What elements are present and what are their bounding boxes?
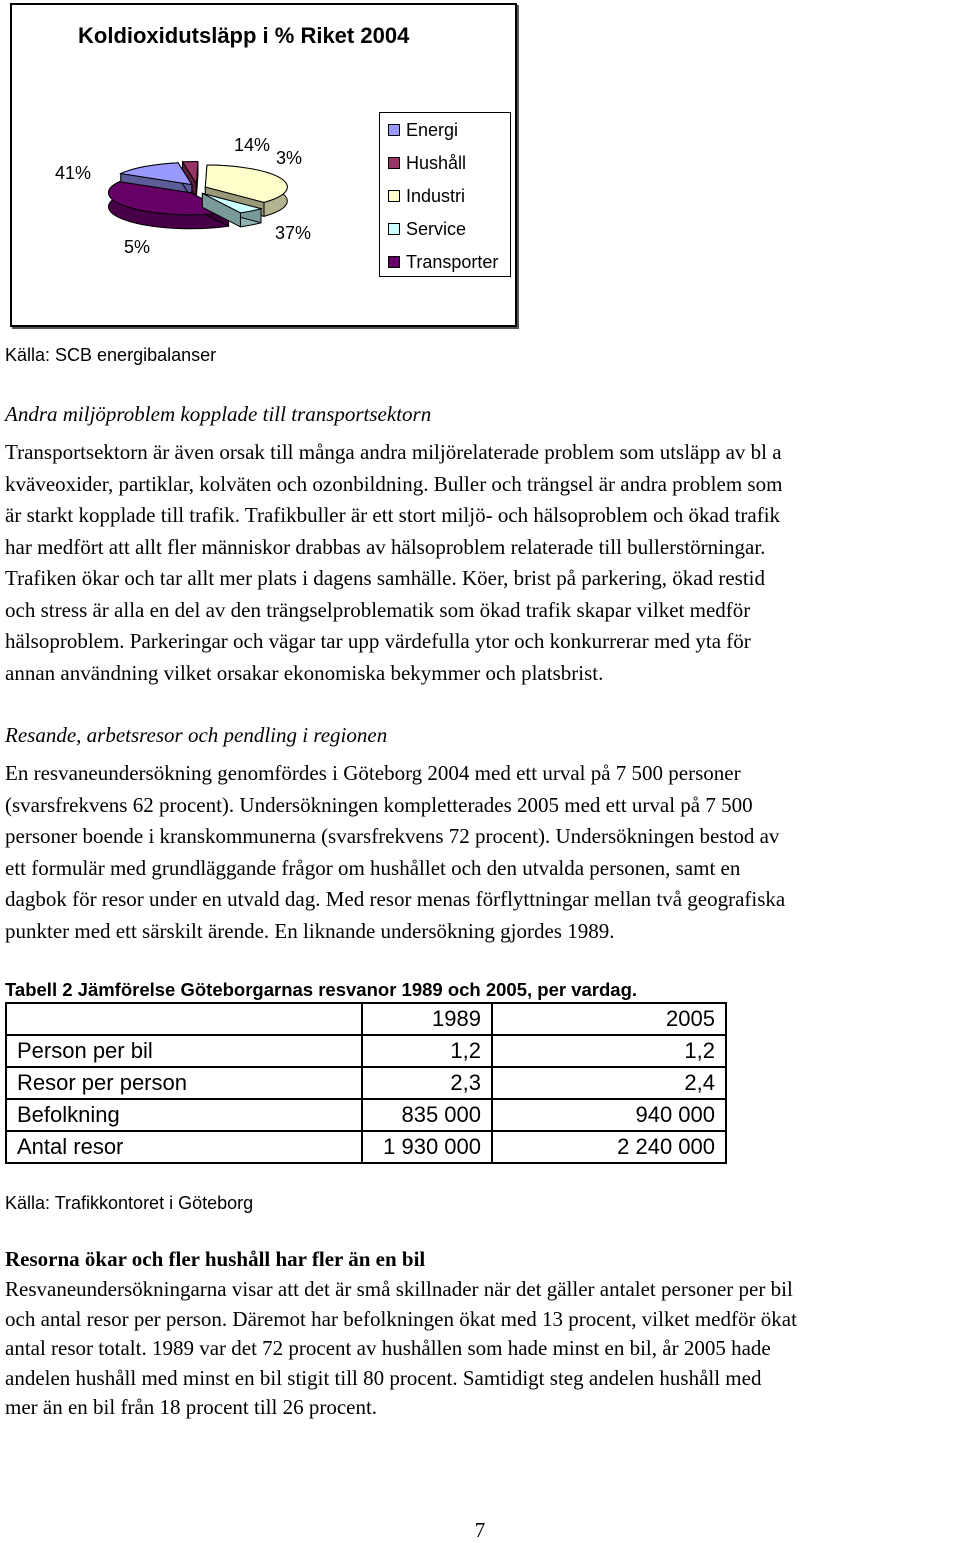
table-cell: 835 000 — [362, 1099, 492, 1131]
section-heading-resande: Resande, arbetsresor och pendling i regionen — [5, 723, 388, 747]
chart-legend — [379, 112, 511, 277]
paragraph-resande — [5, 758, 949, 947]
page-number: 7 — [474, 1518, 486, 1542]
legend-label-energi: Energi — [406, 119, 459, 140]
pie-label-energi: 14% — [234, 135, 271, 155]
table-cell: 2,4 — [492, 1067, 726, 1099]
paragraph-line: En resvaneundersökning genomfördes i Göteborg 2004 med ett urval på 7 500 personer — [5, 761, 741, 785]
legend-item-industri — [388, 183, 465, 209]
pie-label-hushall: 3% — [276, 148, 303, 168]
table-row — [6, 1099, 726, 1131]
paragraph-line: hälsoproblem. Parkeringar och vägar tar upp värdefulla ytor och konkurrerar med yta för — [5, 629, 751, 653]
section-heading-resorna: Resorna ökar och fler hushåll har fler än en bil — [5, 1247, 426, 1271]
table-cell: Resor per person — [6, 1067, 362, 1099]
paragraph-line: Resvaneundersökningarna visar att det är små skillnader när det gäller antalet personer per bil — [5, 1277, 793, 1301]
chart-title: Koldioxidutsläpp i % Riket 2004 — [78, 23, 410, 48]
table-cell: 2,3 — [362, 1067, 492, 1099]
table-header-cell: 1989 — [362, 1003, 492, 1035]
resvanor-table — [5, 1002, 727, 1164]
paragraph-line: Trafiken ökar och tar allt mer plats i dagens samhälle. Köer, brist på parkering, ökad restid — [5, 566, 765, 590]
legend-item-hushall — [388, 150, 466, 176]
pie-label-service: 5% — [124, 237, 151, 257]
section-heading-miljoproblem: Andra miljöproblem kopplade till transportsektorn — [5, 402, 432, 426]
paragraph-line: mer än en bil från 18 procent till 26 procent. — [5, 1395, 378, 1419]
legend-label-hushall: Hushåll — [406, 152, 467, 173]
paragraph-miljoproblem — [5, 437, 949, 689]
table-title: Tabell 2 Jämförelse Göteborgarnas resvanor 1989 och 2005, per vardag. — [5, 979, 638, 1000]
paragraph-line: har medfört att allt fler människor drabbas av hälsoproblem relaterade till bullerstörningar. — [5, 534, 766, 559]
table-row — [6, 1131, 726, 1163]
legend-swatch-energi — [388, 124, 400, 136]
paragraph-line: dagbok för resor under en utvald dag. Med resor menas förflyttningar mellan två geografiska — [5, 887, 786, 911]
table-cell: Antal resor — [6, 1131, 362, 1163]
paragraph-line: Transportsektorn är även orsak till många andra miljörelaterade problem som utsläpp av bl a — [5, 440, 782, 464]
pie-label-transporter: 41% — [55, 163, 92, 183]
paragraph-line: punkter med ett särskilt ärende. En liknande undersökning gjordes 1989. — [5, 918, 615, 943]
legend-swatch-transporter — [388, 256, 400, 268]
chart-source: Källa: SCB energibalanser — [5, 345, 217, 365]
table-row — [6, 1035, 726, 1067]
legend-label-service: Service — [406, 218, 467, 239]
legend-swatch-industri — [388, 190, 400, 202]
paragraph-line: andelen hushåll med minst en bil stigit till 80 procent. Samtidigt steg andelen hushåll med — [5, 1365, 762, 1390]
legend-swatch-service — [388, 223, 400, 235]
paragraph-resorna — [5, 1275, 949, 1423]
legend-swatch-hushall — [388, 157, 400, 169]
paragraph-line: och antal resor per person. Däremot har befolkningen ökat med 13 procent, vilket medför ökat — [5, 1306, 797, 1331]
paragraph-line: personer boende i kranskommunerna (svarsfrekvens 72 procent). Undersökningen bestod av — [5, 824, 780, 848]
legend-label-transporter: Transporter — [406, 251, 499, 272]
legend-item-service — [388, 216, 466, 242]
paragraph-line: annan användning vilket orsakar ekonomiska bekymmer och platsbrist. — [5, 660, 604, 685]
legend-item-energi — [388, 117, 458, 143]
table-header-cell: 2005 — [492, 1003, 726, 1035]
legend-label-industri: Industri — [406, 185, 466, 206]
paragraph-line: (svarsfrekvens 62 procent). Undersökningen kompletterades 2005 med ett urval på 7 500 — [5, 792, 753, 817]
table-cell: Person per bil — [6, 1035, 362, 1067]
table-cell: 1,2 — [492, 1035, 726, 1067]
table-cell: 1 930 000 — [362, 1131, 492, 1163]
pie-chart-panel — [10, 3, 517, 327]
paragraph-line: är starkt kopplade till trafik. Trafikbuller är ett stort miljö- och hälsoproblem och ökad trafik — [5, 503, 781, 527]
table-source: Källa: Trafikkontoret i Göteborg — [5, 1193, 254, 1213]
table-cell: 1,2 — [362, 1035, 492, 1067]
table-header-cell — [6, 1003, 362, 1035]
paragraph-line: kväveoxider, partiklar, kolväten och ozonbildning. Buller och trängsel är andra problem som — [5, 471, 783, 496]
paragraph-line: och stress är alla en del av den trängselproblematik som ökad trafik skapar vilket medför — [5, 597, 751, 622]
table-cell: 940 000 — [492, 1099, 726, 1131]
legend-item-transporter — [388, 249, 498, 275]
table-cell: Befolkning — [6, 1099, 362, 1131]
table-cell: 2 240 000 — [492, 1131, 726, 1163]
table-row — [6, 1067, 726, 1099]
paragraph-line: antal resor totalt. 1989 var det 72 procent av hushållen som hade minst en bil, år 2005 hade — [5, 1336, 771, 1360]
paragraph-line: ett formulär med grundläggande frågor om hushållet och den utvalda personen, samt en — [5, 855, 741, 880]
pie-label-industri: 37% — [275, 223, 312, 243]
table-header-row — [6, 1003, 726, 1035]
